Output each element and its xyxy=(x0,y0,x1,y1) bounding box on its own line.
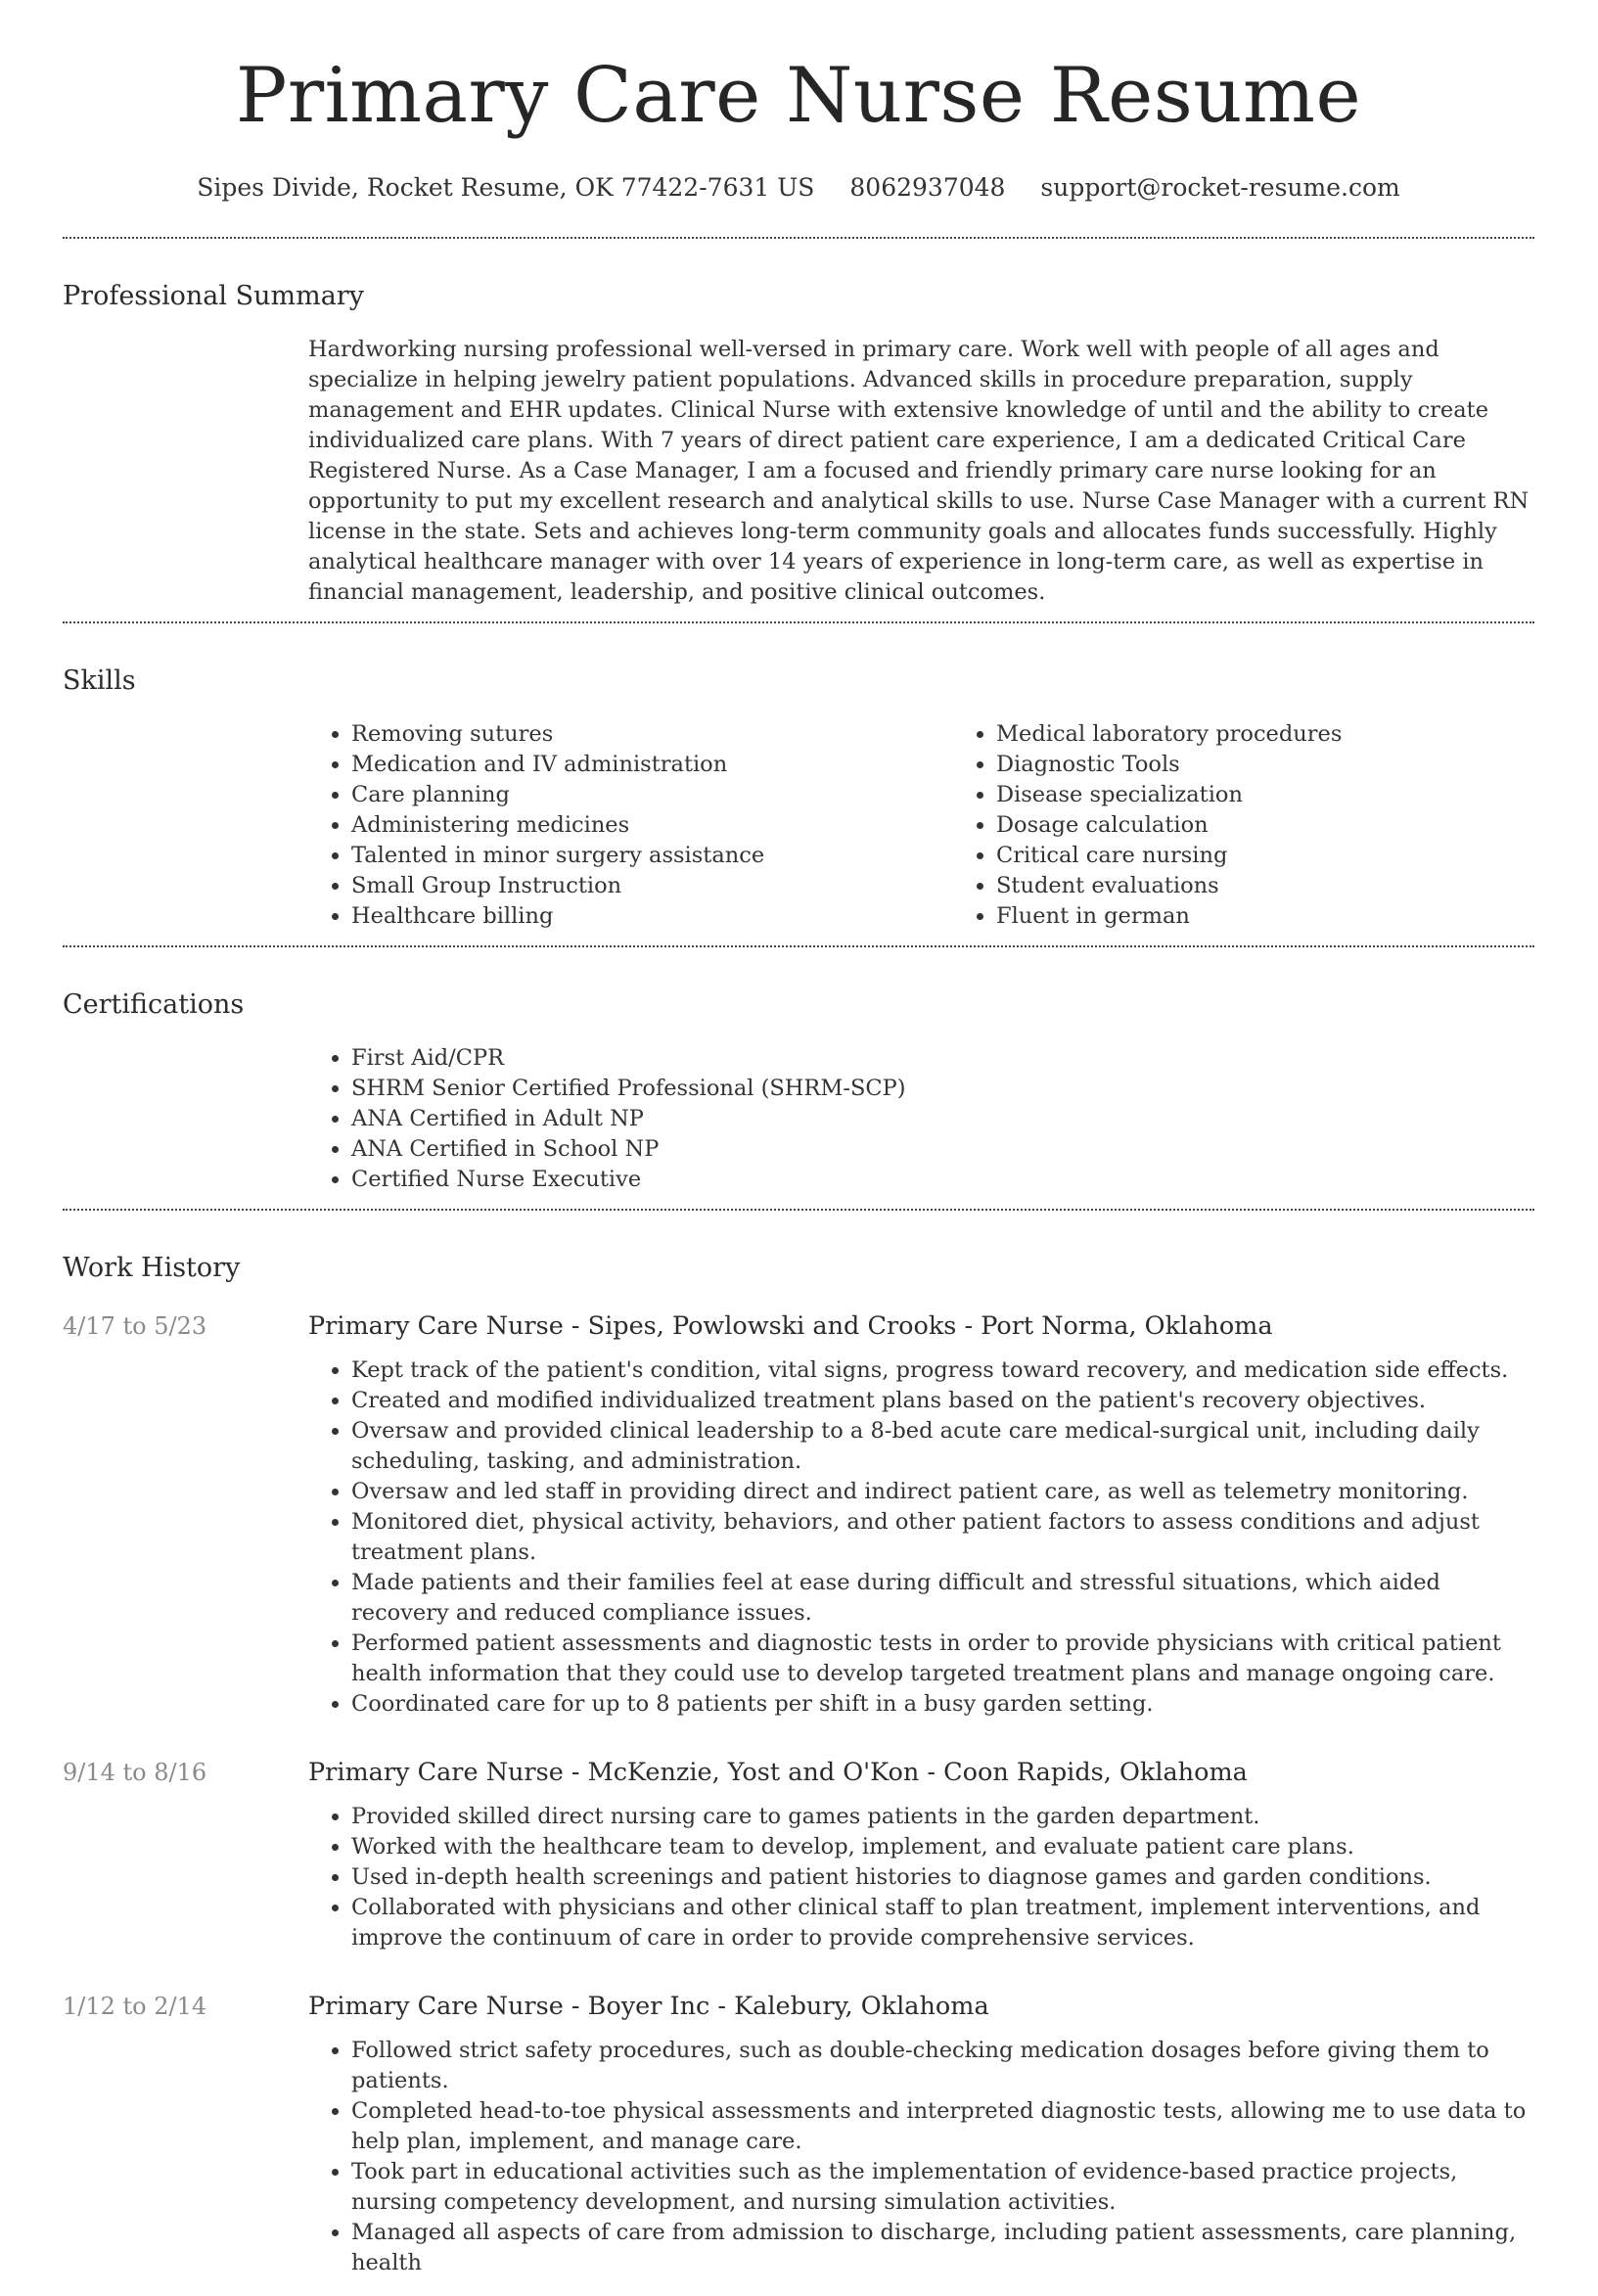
skills-list-right xyxy=(953,719,1598,932)
job-title: Primary Care Nurse - Boyer Inc - Kalebury, Oklahoma xyxy=(308,1992,989,2021)
list-item: • Collaborated with physicians and other clinical staff to plan treatment, implement interventions, and improve the continuum of care in order to provide comprehensive services. xyxy=(351,1893,1534,1953)
contact-line xyxy=(63,172,1534,204)
list-item: • Healthcare billing xyxy=(351,901,953,932)
section-title-work-history: Work History xyxy=(63,1253,241,1283)
list-item: • Removing sutures xyxy=(351,719,953,750)
list-item: • SHRM Senior Certified Professional (SHRM-SCP) xyxy=(351,1074,1534,1104)
job-title: Primary Care Nurse - Sipes, Powlowski and Crooks - Port Norma, Oklahoma xyxy=(308,1311,1273,1341)
list-item: • Administering medicines xyxy=(351,810,953,841)
list-item: • Medication and IV administration xyxy=(351,750,953,780)
list-item: • Created and modified individualized treatment plans based on the patient's recovery objectives. xyxy=(351,1386,1534,1416)
list-item: • Completed head-to-toe physical assessments and interpreted diagnostic tests, allowing me to use data to help plan, implement, and manage care. xyxy=(351,2096,1534,2157)
list-item: • Used in-depth health screenings and patient histories to diagnose games and garden conditions. xyxy=(351,1862,1534,1893)
list-item: • Student evaluations xyxy=(996,871,1598,901)
list-item: • Dosage calculation xyxy=(996,810,1598,841)
job-bullets xyxy=(308,2036,1534,2278)
list-item: • Worked with the healthcare team to develop, implement, and evaluate patient care plans. xyxy=(351,1832,1534,1862)
list-item: • Performed patient assessments and diagnostic tests in order to provide physicians with critical patient health information that they could use to develop targeted treatment plans and manage ongoing care. xyxy=(351,1629,1534,1689)
summary-section xyxy=(63,239,1534,608)
list-item: • Small Group Instruction xyxy=(351,871,953,901)
skills-section xyxy=(63,623,1534,932)
contact-address: Sipes Divide, Rocket Resume, OK 77422-7631 US xyxy=(197,173,815,202)
contact-phone: 8062937048 xyxy=(849,173,1006,202)
list-item: • Provided skilled direct nursing care to games patients in the garden department. xyxy=(351,1802,1534,1832)
list-item: • Took part in educational activities such as the implementation of evidence-based practice projects, nursing competency development, and nursing simulation activities. xyxy=(351,2157,1534,2218)
list-item: • Made patients and their families feel at ease during difficult and stressful situations, which aided recovery and reduced compliance issues. xyxy=(351,1568,1534,1629)
page-title: Primary Care Nurse Resume xyxy=(235,52,1362,140)
job-entry xyxy=(63,1757,1534,1971)
list-item: • Oversaw and led staff in providing direct and indirect patient care, as well as telemetry monitoring. xyxy=(351,1477,1534,1507)
list-item: • Fluent in german xyxy=(996,901,1598,932)
list-item: • ANA Certified in Adult NP xyxy=(351,1104,1534,1134)
list-item: • Medical laboratory procedures xyxy=(996,719,1598,750)
list-item: • ANA Certified in School NP xyxy=(351,1134,1534,1165)
list-item: • Kept track of the patient's condition, vital signs, progress toward recovery, and medication side effects. xyxy=(351,1355,1534,1386)
work-history-section xyxy=(63,1211,1534,2296)
skills-list-left xyxy=(308,719,953,932)
list-item: • Care planning xyxy=(351,780,953,810)
list-item: • Managed all aspects of care from admission to discharge, including patient assessments, care planning, health xyxy=(351,2218,1534,2278)
list-item: • Certified Nurse Executive xyxy=(351,1165,1534,1195)
summary-text: Hardworking nursing professional well-versed in primary care. Work well with people of all ages and specialize in helping jewelry patient populations. Advanced skills in procedure preparation, supply management and EHR updates. Clinical Nurse with extensive knowledge of until and the ability to create individualized care plans. With 7 years of direct patient care experience, I am a dedicated Critical Care Registered Nurse. As a Case Manager, I am a focused and friendly primary care nurse looking for an opportunity to put my excellent research and analytical skills to use. Nurse Case Manager with a current RN license in the state. Sets and achieves long-term community goals and allocates funds successfully. Highly analytical healthcare manager with over 14 years of experience in long-term care, as well as expertise in financial management, leadership, and positive clinical outcomes. xyxy=(308,337,1530,605)
certifications-list xyxy=(308,1043,1534,1195)
job-entry xyxy=(63,1310,1534,1737)
job-dates: 9/14 to 8/16 xyxy=(63,1759,207,1786)
job-title: Primary Care Nurse - McKenzie, Yost and O'Kon - Coon Rapids, Oklahoma xyxy=(308,1758,1248,1787)
list-item: • Coordinated care for up to 8 patients per shift in a busy garden setting. xyxy=(351,1689,1534,1720)
section-title-summary: Professional Summary xyxy=(63,281,364,311)
section-title-certifications: Certifications xyxy=(63,989,245,1020)
list-item: • Oversaw and provided clinical leadership to a 8-bed acute care medical-surgical unit, including daily scheduling, tasking, and administration. xyxy=(351,1416,1534,1477)
job-dates: 4/17 to 5/23 xyxy=(63,1312,207,1340)
job-bullets xyxy=(308,1355,1534,1720)
list-item: • First Aid/CPR xyxy=(351,1043,1534,1074)
list-item: • Critical care nursing xyxy=(996,841,1598,871)
resume-header xyxy=(63,0,1534,204)
job-bullets xyxy=(308,1802,1534,1953)
section-title-skills: Skills xyxy=(63,666,136,696)
job-dates: 1/12 to 2/14 xyxy=(63,1993,207,2020)
list-item: • Monitored diet, physical activity, behaviors, and other patient factors to assess conditions and adjust treatment plans. xyxy=(351,1507,1534,1568)
list-item: • Talented in minor surgery assistance xyxy=(351,841,953,871)
list-item: • Diagnostic Tools xyxy=(996,750,1598,780)
certifications-section xyxy=(63,947,1534,1195)
list-item: • Followed strict safety procedures, such as double-checking medication dosages before giving them to patients. xyxy=(351,2036,1534,2096)
contact-email: support@rocket-resume.com xyxy=(1040,173,1400,202)
list-item: • Disease specialization xyxy=(996,780,1598,810)
job-entry xyxy=(63,1991,1534,2296)
